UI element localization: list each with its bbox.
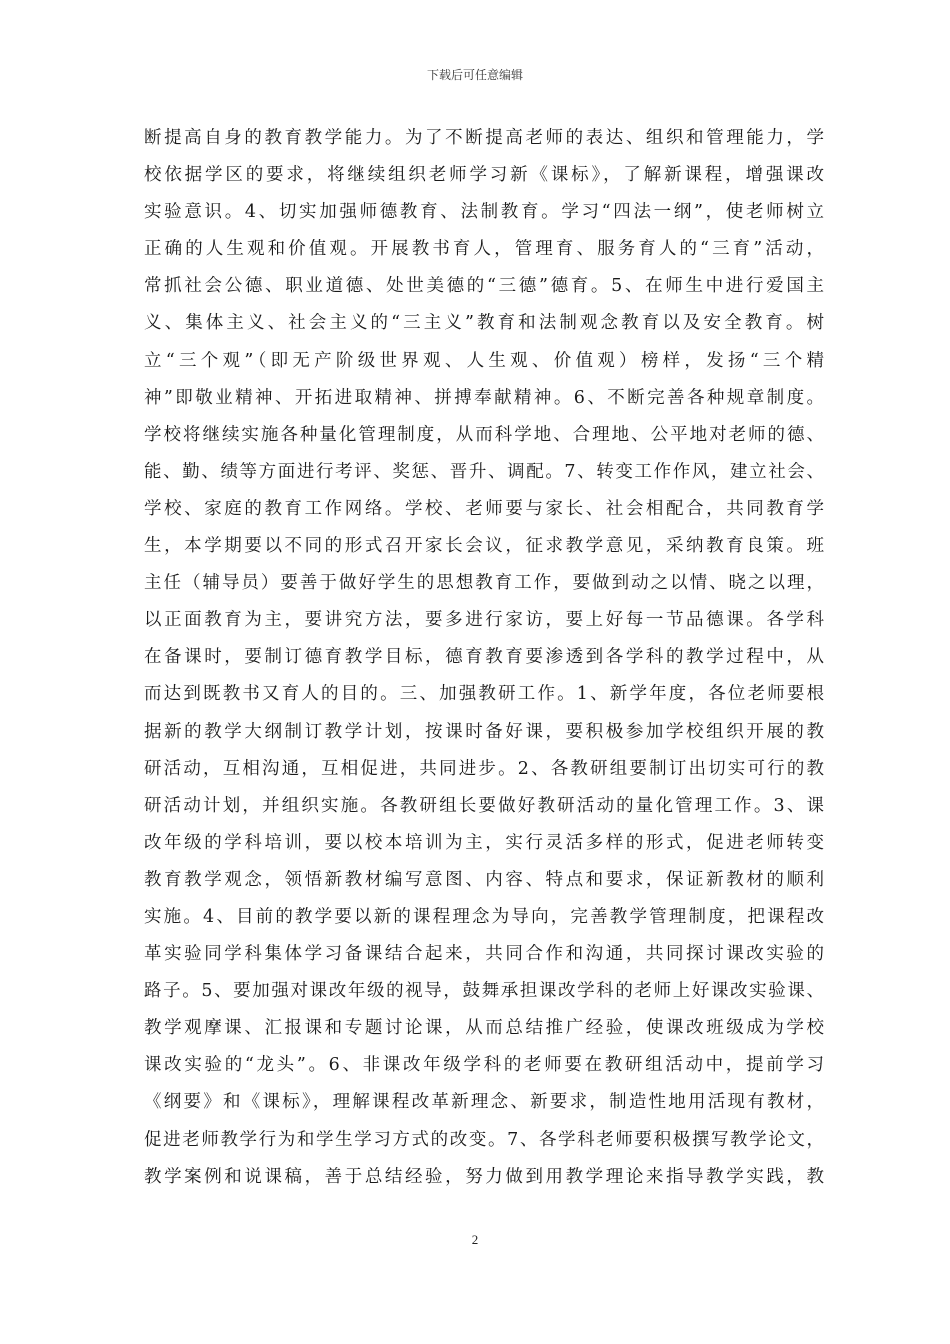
paragraph-line: 教学案例和说课稿，善于总结经验，努力做到用教学理论来指导教学实践，教	[144, 1166, 824, 1187]
paragraph-line: 校依据学区的要求，将继续组织老师学习新《课标》，了解新课程，增强课改	[144, 165, 824, 186]
paragraph-line: 路子。5、要加强对课改年级的视导，鼓舞承担课改学科的老师上好课改实验课、	[144, 981, 824, 1002]
paragraph-line: 课改实验的“龙头”。6、非课改年级学科的老师要在教研组活动中，提前学习	[144, 1055, 824, 1076]
paragraph-line: 教育教学观念，领悟新教材编写意图、内容、特点和要求，保证新教材的顺利	[144, 869, 824, 890]
paragraph-line: 能、勤、绩等方面进行考评、奖惩、晋升、调配。7、转变工作作风，建立社会、	[144, 461, 824, 482]
paragraph-line: 研活动，互相沟通，互相促进，共同进步。2、各教研组要制订出切实可行的教	[144, 758, 824, 779]
paragraph-line: 正确的人生观和价值观。开展教书育人，管理育、服务育人的“三育”活动，	[144, 239, 825, 260]
paragraph-line: 据新的教学大纲制订教学计划，按课时备好课，要积极参加学校组织开展的教	[144, 721, 824, 742]
paragraph-line: 以正面教育为主，要讲究方法，要多进行家访，要上好每一节品德课。各学科	[144, 610, 824, 631]
paragraph-line: 神”即敬业精神、开拓进取精神、拼搏奉献精神。6、不断完善各种规章制度。	[144, 387, 824, 408]
paragraph-line: 常抓社会公德、职业道德、处世美德的“三德”德育。5、在师生中进行爱国主	[144, 276, 824, 297]
page-number: 2	[471, 1232, 479, 1247]
paragraph-line: 义、集体主义、社会主义的“三主义”教育和法制观念教育以及安全教育。树	[144, 313, 824, 334]
paragraph-line: 立“三个观”（即无产阶级世界观、人生观、价值观）榜样，发扬“三个精	[144, 350, 824, 371]
paragraph-line: 研活动计划，并组织实施。各教研组长要做好教研活动的量化管理工作。3、课	[144, 795, 824, 816]
paragraph-line: 生，本学期要以不同的形式召开家长会议，征求教学意见，采纳教育良策。班	[144, 536, 824, 557]
paragraph-line: 革实验同学科集体学习备课结合起来，共同合作和沟通，共同探讨课改实验的	[144, 944, 824, 965]
paragraph-line: 实施。4、目前的教学要以新的课程理念为导向，完善教学管理制度，把课程改	[144, 906, 824, 927]
paragraph-line: 改年级的学科培训，要以校本培训为主，实行灵活多样的形式，促进老师转变	[144, 832, 824, 853]
paragraph-line: 主任（辅导员）要善于做好学生的思想教育工作，要做到动之以情、晓之以理，	[144, 573, 824, 594]
paragraph-line: 学校、家庭的教育工作网络。学校、老师要与家长、社会相配合，共同教育学	[144, 498, 824, 519]
paragraph-line: 《纲要》和《课标》，理解课程改革新理念、新要求，制造性地用活现有教材，	[144, 1092, 824, 1113]
paragraph-line: 而达到既教书又育人的目的。三、加强教研工作。1、新学年度，各位老师要根	[144, 684, 824, 705]
paragraph-line: 教学观摩课、汇报课和专题讨论课，从而总结推广经验，使课改班级成为学校	[144, 1018, 824, 1039]
page-header: 下载后可任意编辑	[426, 68, 523, 82]
paragraph-line: 断提高自身的教育教学能力。为了不断提高老师的表达、组织和管理能力，学	[144, 128, 824, 148]
paragraph-line: 在备课时，要制订德育教学目标，德育教育要渗透到各学科的教学过程中，从	[144, 647, 824, 668]
paragraph-line: 实验意识。4、切实加强师德教育、法制教育。学习“四法一纲”，使老师树立	[144, 202, 824, 223]
paragraph-line: 促进老师教学行为和学生学习方式的改变。7、各学科老师要积极撰写教学论文，	[144, 1129, 824, 1150]
document-body	[144, 120, 824, 1196]
paragraph-line: 学校将继续实施各种量化管理制度，从而科学地、合理地、公平地对老师的德、	[144, 424, 824, 445]
